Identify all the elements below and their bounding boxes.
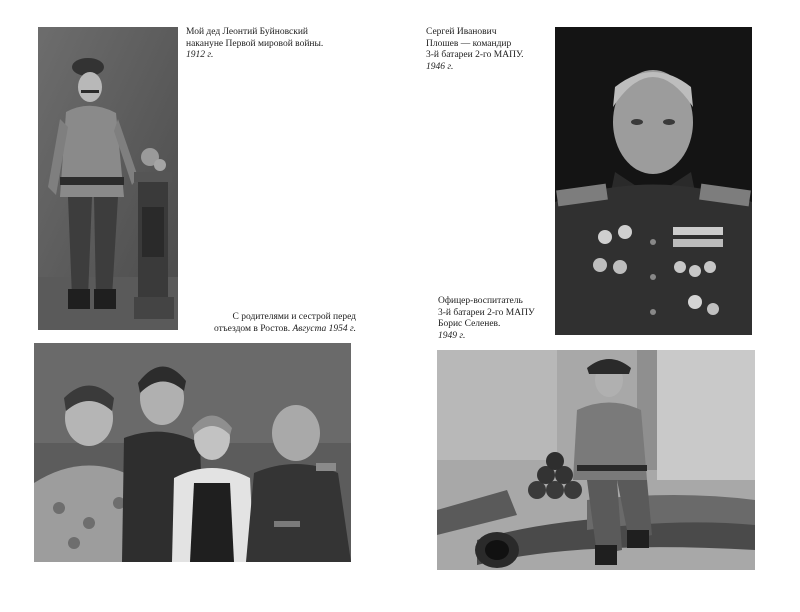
caption-commander-line-1: Сергей Иванович	[426, 27, 497, 37]
caption-educator-line-3: Борис Селенев.	[438, 319, 501, 329]
caption-educator-line-1: Офицер-воспитатель	[438, 296, 523, 306]
photo-educator-cannons	[437, 350, 755, 570]
caption-educator	[438, 296, 558, 342]
caption-commander-line-3: 3-й батареи 2-го МАПУ.	[426, 50, 524, 60]
caption-educator-year: 1949 г.	[438, 330, 466, 341]
caption-grandfather	[186, 27, 386, 62]
caption-commander-line-2: Плошев — командир	[426, 38, 512, 49]
caption-commander	[426, 27, 551, 73]
caption-commander-year: 1946 г.	[426, 61, 454, 72]
photo-grandfather-soldier	[38, 27, 178, 330]
caption-family-date: Августа 1954 г.	[292, 323, 356, 334]
caption-educator-line-2: 3-й батареи 2-го МАПУ	[438, 307, 535, 318]
caption-grandfather-line-1: Мой дед Леонтий Буйновский	[186, 27, 308, 37]
caption-family	[186, 312, 356, 335]
caption-grandfather-year: 1912 г.	[186, 50, 214, 60]
caption-family-line-2	[186, 324, 356, 336]
caption-grandfather-line-2: накануне Первой мировой войны.	[186, 38, 324, 49]
caption-family-line-2-text: отъездом в Ростов.	[213, 323, 291, 334]
photo-commander	[555, 27, 752, 335]
caption-family-line-1: С родителями и сестрой перед	[232, 312, 356, 322]
photo-family	[34, 343, 351, 562]
